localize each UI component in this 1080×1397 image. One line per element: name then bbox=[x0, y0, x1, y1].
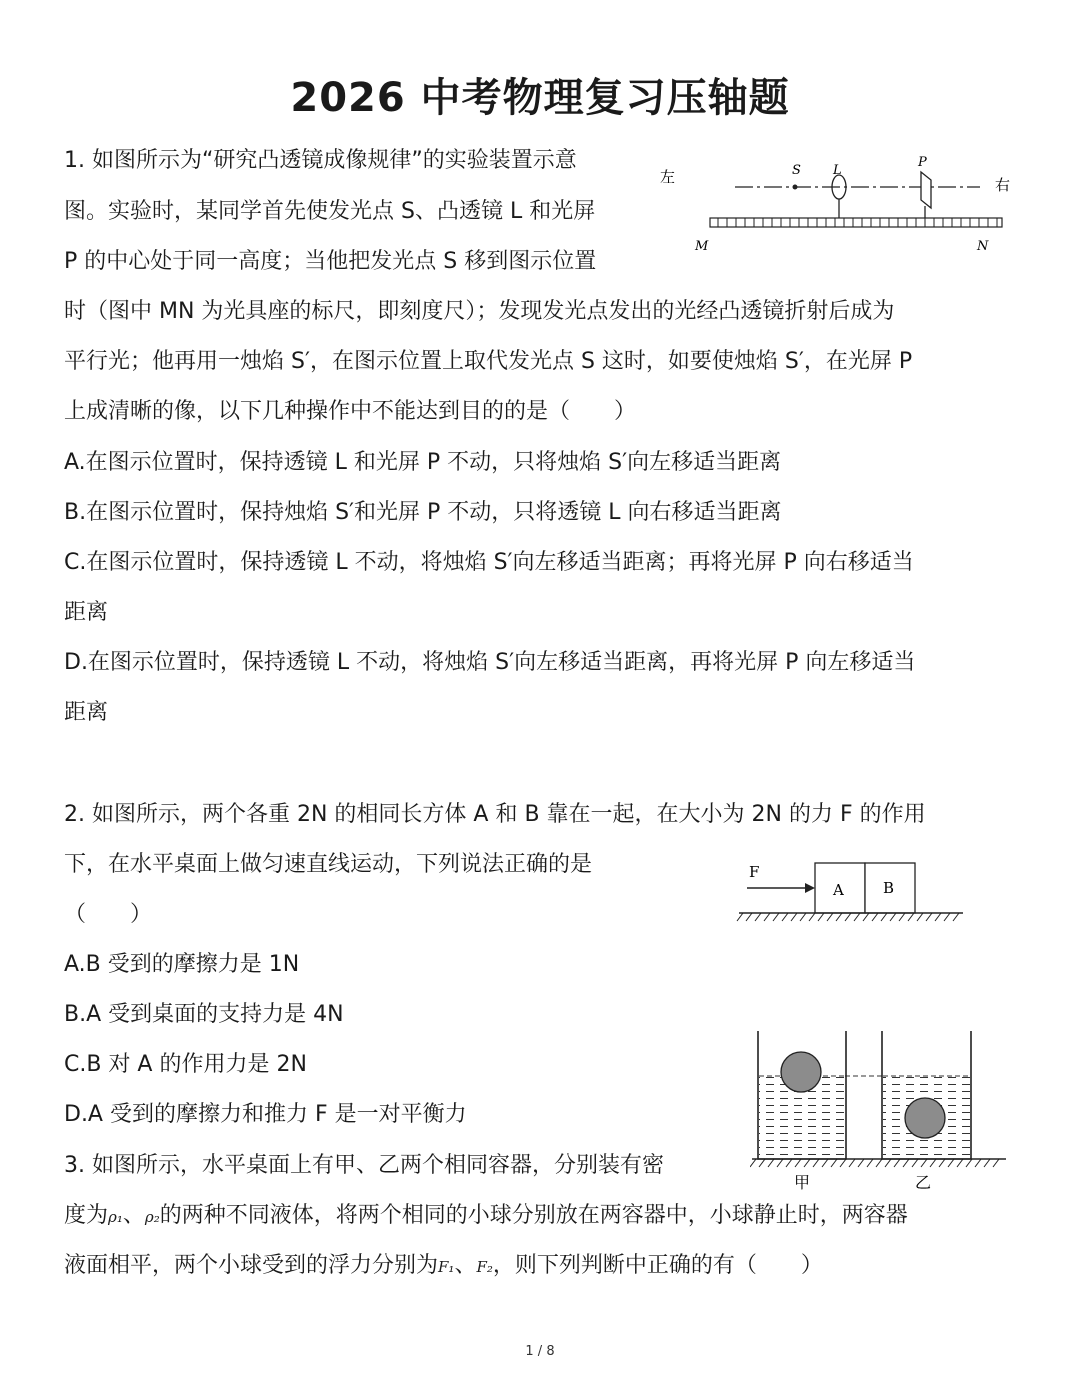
page-title: 2026 中考物理复习压轴题 bbox=[290, 75, 790, 121]
q3-line-2-sep: 、 bbox=[122, 1203, 145, 1228]
q1-line-5: 平行光；他再用一烛焰 S′，在图示位置上取代发光点 S 这时，如要使烛焰 S′，在光屏 P bbox=[64, 349, 913, 374]
q3-line-2 bbox=[64, 1201, 908, 1232]
q3-line-3-text-a: 液面相平，两个小球受到的浮力分别为 bbox=[64, 1253, 439, 1278]
force-f-label: F bbox=[749, 863, 760, 881]
ball-jia bbox=[781, 1052, 821, 1092]
ball-yi bbox=[905, 1098, 945, 1138]
rho1-symbol: ρ₁ bbox=[108, 1208, 123, 1226]
q3-line-2-text-b: 的两种不同液体，将两个相同的小球分别放在两容器中，小球静止时，两容器 bbox=[159, 1203, 908, 1228]
right-label: 右 bbox=[995, 176, 1011, 194]
q1-option-d: D.在图示位置时，保持透镜 L 不动，将烛焰 S′向左移适当距离，再将光屏 P 向左移适当 bbox=[64, 650, 916, 675]
s-label: S bbox=[792, 163, 801, 178]
q1-option-c-cont: 距离 bbox=[64, 600, 109, 625]
q2-line-1: 2. 如图所示，两个各重 2N 的相同长方体 A 和 B 靠在一起，在大小为 2N 的力 F 的作用 bbox=[64, 802, 926, 827]
yi-label: 乙 bbox=[915, 1173, 932, 1192]
desk-hatch bbox=[750, 1159, 999, 1167]
q2-line-2: 下，在水平桌面上做匀速直线运动，下列说法正确的是 bbox=[64, 852, 593, 877]
p-label: P bbox=[918, 155, 927, 170]
optical-bench-figure bbox=[655, 150, 1035, 260]
q1-line-3: P 的中心处于同一高度；当他把发光点 S 移到图示位置 bbox=[64, 249, 597, 274]
q2-option-b: B.A 受到桌面的支持力是 4N bbox=[64, 1002, 344, 1027]
light-screen bbox=[921, 172, 931, 208]
q3-line-2-text-a: 度为 bbox=[64, 1203, 109, 1228]
f1-symbol: F₁ bbox=[438, 1258, 455, 1276]
q1-option-d-cont: 距离 bbox=[64, 700, 109, 725]
q3-line-3 bbox=[64, 1251, 823, 1282]
l-label: L bbox=[833, 163, 842, 178]
block-a-label: A bbox=[833, 881, 844, 899]
blocks-figure bbox=[735, 855, 970, 930]
n-label: N bbox=[977, 239, 989, 254]
page-number: 1 / 8 bbox=[525, 1344, 555, 1359]
jia-label: 甲 bbox=[794, 1173, 811, 1192]
block-b-label: B bbox=[883, 879, 895, 897]
q1-line-2: 图。实验时，某同学首先使发光点 S、凸透镜 L 和光屏 bbox=[64, 199, 596, 224]
q3-line-3-text-b: ，则下列判断中正确的有（ ） bbox=[492, 1253, 823, 1278]
m-label: M bbox=[695, 239, 709, 254]
q2-option-a: A.B 受到的摩擦力是 1N bbox=[64, 952, 300, 977]
q2-line-3: （ ） bbox=[64, 902, 153, 927]
q1-option-a: A.在图示位置时，保持透镜 L 和光屏 P 不动，只将烛焰 S′向左移适当距离 bbox=[64, 450, 782, 475]
q3-line-1: 3. 如图所示，水平桌面上有甲、乙两个相同容器，分别装有密 bbox=[64, 1153, 664, 1178]
q1-option-c: C.在图示位置时，保持透镜 L 不动，将烛焰 S′向左移适当距离；再将光屏 P 向右移适当 bbox=[64, 550, 914, 575]
left-label: 左 bbox=[660, 168, 676, 186]
q2-option-d: D.A 受到的摩擦力和推力 F 是一对平衡力 bbox=[64, 1102, 467, 1127]
containers-figure bbox=[750, 1025, 1015, 1195]
rho2-symbol: ρ₂ bbox=[144, 1208, 160, 1226]
q2-option-c: C.B 对 A 的作用力是 2N bbox=[64, 1052, 307, 1077]
ground-hatch bbox=[737, 913, 959, 921]
q1-line-4: 时（图中 MN 为光具座的标尺，即刻度尺）；发现发光点发出的光经凸透镜折射后成为 bbox=[64, 299, 895, 324]
f2-symbol: F₂ bbox=[476, 1258, 493, 1276]
ruler-ticks bbox=[718, 218, 997, 227]
light-point-s bbox=[793, 185, 798, 190]
q1-option-b: B.在图示位置时，保持烛焰 S′和光屏 P 不动，只将透镜 L 向右移适当距离 bbox=[64, 500, 782, 525]
q1-line-1: 1. 如图所示为“研究凸透镜成像规律”的实验装置示意 bbox=[64, 148, 577, 173]
force-arrowhead bbox=[805, 883, 815, 893]
q1-line-6: 上成清晰的像，以下几种操作中不能达到目的的是（ ） bbox=[64, 399, 637, 424]
q3-line-3-sep: 、 bbox=[454, 1253, 477, 1278]
